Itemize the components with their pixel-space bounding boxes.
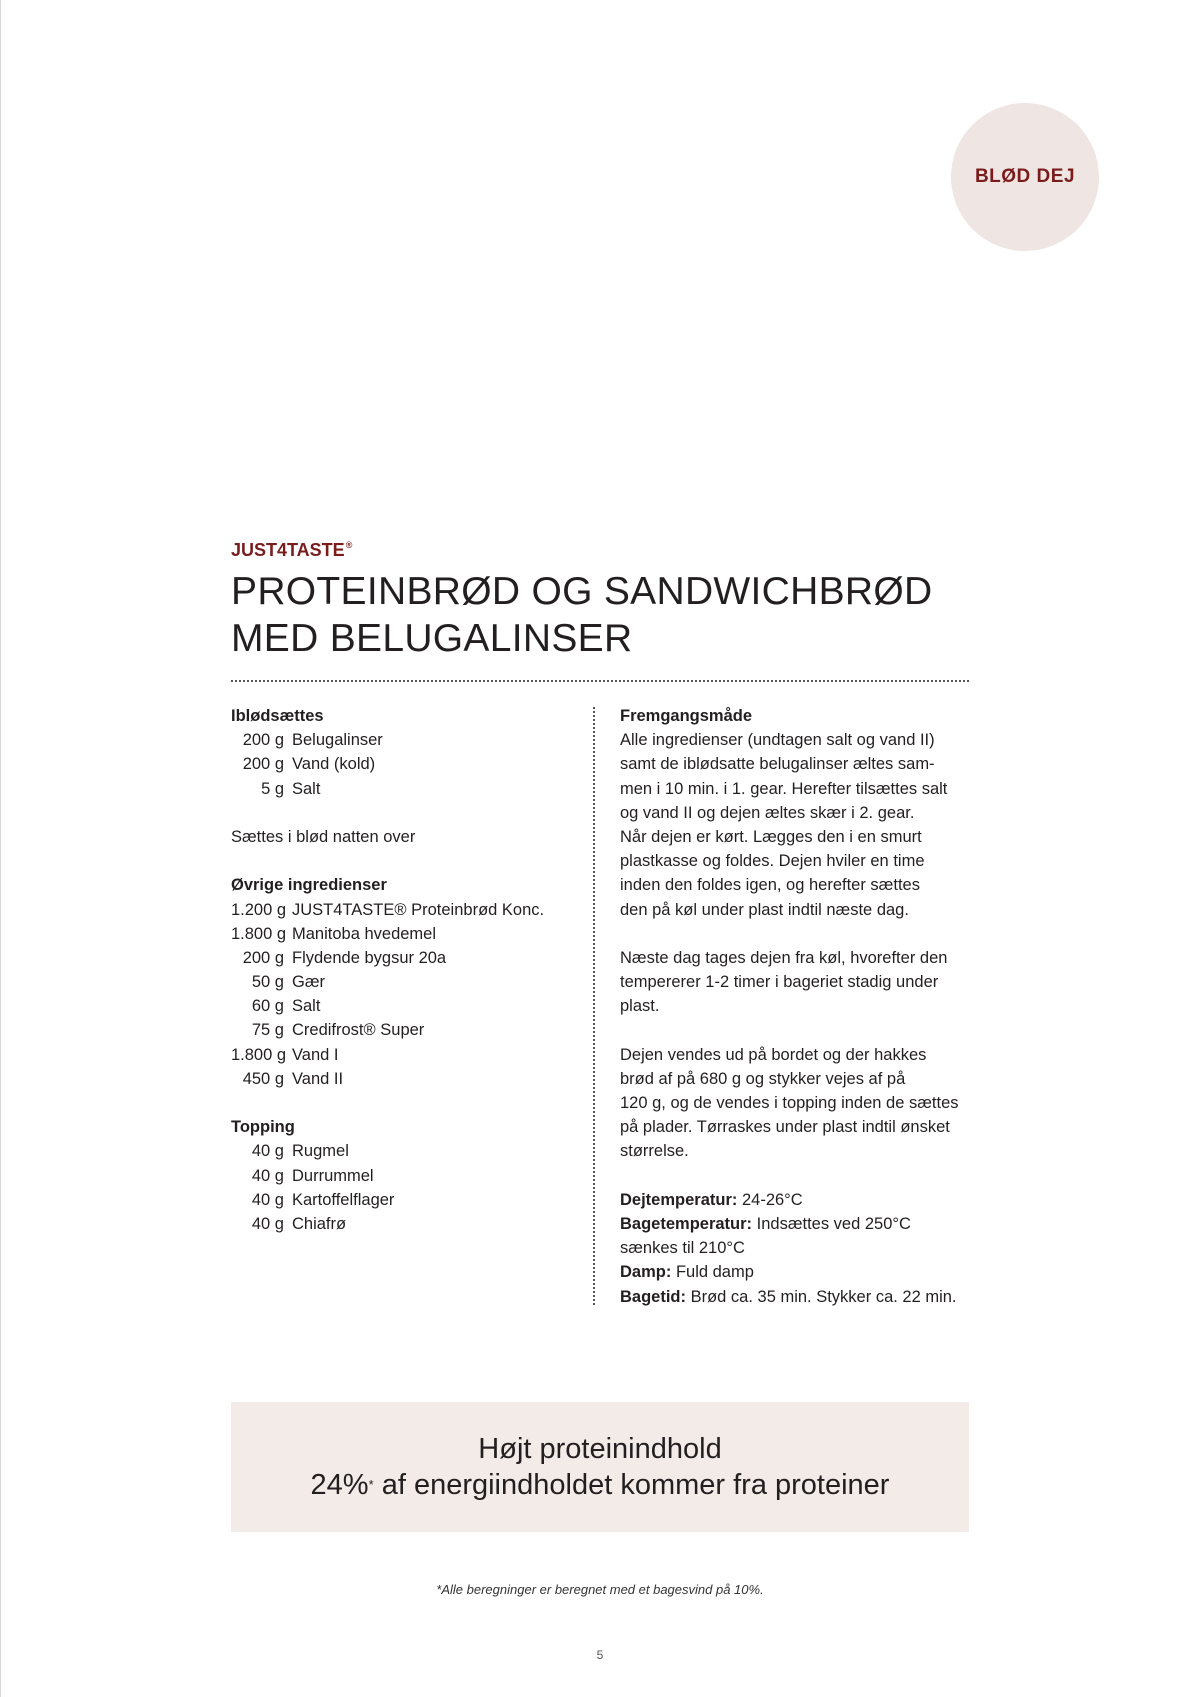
method-line: plast.: [620, 997, 660, 1016]
method-line: brød af på 680 g og stykker vejes af på: [620, 1069, 906, 1088]
ingredient-amount: 75 g: [251, 1021, 284, 1040]
ingredient-name: Kartoffelflager: [292, 1190, 395, 1209]
category-badge: [951, 103, 1099, 251]
ingredient-row: [231, 1212, 581, 1236]
method-line: den på køl under plast indtil næste dag.: [620, 900, 909, 919]
ingredient-row: [231, 1018, 581, 1042]
page-edge: [0, 0, 1, 1697]
method-heading: Fremgangsmåde: [620, 707, 753, 725]
ingredient-name: Vand II: [292, 1069, 344, 1088]
method-line: Når dejen er kørt. Lægges den i en smurt: [620, 827, 922, 846]
category-badge-label: BLØD DEJ: [974, 166, 1076, 187]
method-line: på plader. Tørraskes under plast indtil ønsket: [620, 1118, 950, 1137]
ingredient-amount: 200 g: [242, 731, 284, 750]
ingredient-name: Salt: [292, 779, 321, 798]
ingredient-name: Flydende bygsur 20a: [292, 948, 447, 967]
ingredient-amount: 200 g: [242, 755, 284, 774]
soak-heading: Iblødsættes: [231, 707, 324, 725]
method-column: [620, 704, 980, 1309]
ingredient-amount: 450 g: [242, 1069, 284, 1088]
footnote: *Alle beregninger er beregnet med et bagesvind på 10%.: [436, 1582, 764, 1597]
baking-temperature-continued: sænkes til 210°C: [620, 1239, 745, 1258]
ingredient-row: [231, 1067, 581, 1091]
ingredient-amount: 50 g: [251, 973, 284, 992]
ingredient-name: JUST4TASTE® Proteinbrød Konc.: [292, 900, 545, 919]
ingredient-row: [231, 946, 581, 970]
method-line: 120 g, og de vendes i topping inden de sættes: [620, 1094, 959, 1112]
ingredient-row: [231, 970, 581, 994]
other-ingredients-heading: Øvrige ingredienser: [231, 876, 387, 895]
method-line: men i 10 min. i 1. gear. Herefter tilsættes salt: [620, 779, 948, 798]
method-line: Dejen vendes ud på bordet og der hakkes: [620, 1045, 927, 1064]
ingredient-row: [231, 1043, 581, 1067]
steam: Damp: Fuld damp: [620, 1263, 754, 1282]
protein-highlight-box: [231, 1402, 969, 1532]
highlight-line-1: Højt proteinindhold: [478, 1433, 722, 1465]
ingredient-name: Salt: [292, 997, 321, 1016]
ingredient-name: Gær: [292, 973, 325, 992]
ingredient-row: [231, 752, 581, 776]
ingredient-name: Vand I: [292, 1045, 339, 1064]
ingredient-amount: 40 g: [251, 1214, 284, 1233]
ingredient-amount: 1.800 g: [231, 924, 287, 943]
ingredient-amount: 1.200 g: [231, 900, 287, 919]
ingredients-column: [231, 704, 581, 1236]
ingredient-amount: 40 g: [251, 1166, 284, 1185]
method-paragraph: [620, 1043, 980, 1164]
method-line: Næste dag tages dejen fra køl, hvorefter den: [620, 948, 948, 967]
dotted-divider-vertical: [593, 707, 595, 1305]
dough-temperature: Dejtemperatur: 24-26°C: [620, 1190, 803, 1209]
method-paragraph: [620, 728, 980, 922]
dotted-divider-horizontal: [231, 680, 969, 682]
recipe-title: [231, 568, 1031, 662]
method-line: Alle ingredienser (undtagen salt og vand II): [620, 731, 935, 750]
ingredient-row: [231, 1164, 581, 1188]
topping-heading: Topping: [231, 1118, 295, 1137]
ingredient-amount: 40 g: [251, 1190, 284, 1209]
method-line: inden den foldes igen, og herefter sættes: [620, 876, 920, 895]
ingredient-name: Rugmel: [292, 1142, 349, 1161]
page-number: 5: [596, 1648, 604, 1662]
ingredient-amount: 5 g: [261, 779, 284, 798]
ingredient-amount: 1.800 g: [231, 1045, 287, 1064]
brand-name: JUST4TASTE®: [231, 540, 353, 560]
ingredient-name: Chiafrø: [292, 1214, 347, 1233]
ingredient-amount: 40 g: [251, 1142, 284, 1161]
baking-time: Bagetid: Brød ca. 35 min. Stykker ca. 22 min.: [620, 1287, 957, 1306]
ingredient-row: [231, 1139, 581, 1163]
ingredient-amount: 200 g: [242, 948, 284, 967]
ingredient-amount: 60 g: [251, 997, 284, 1016]
ingredient-name: Manitoba hvedemel: [292, 924, 437, 943]
method-line: størrelse.: [620, 1142, 689, 1161]
method-paragraph: [620, 946, 980, 1019]
method-line: plastkasse og foldes. Dejen hviler en time: [620, 852, 925, 871]
method-line: samt de iblødsatte belugalinser æltes sam-: [620, 755, 935, 774]
soak-note: Sættes i blød natten over: [231, 827, 416, 846]
ingredient-row: [231, 728, 581, 752]
recipe-title-line-1: PROTEINBRØD OG SANDWICHBRØD: [231, 570, 933, 613]
ingredient-row: [231, 922, 581, 946]
ingredient-name: Vand (kold): [292, 755, 376, 774]
baking-temperature: Bagetemperatur: Indsættes ved 250°C: [620, 1214, 911, 1233]
ingredient-row: [231, 777, 581, 801]
ingredient-name: Belugalinser: [292, 731, 383, 750]
highlight-line-2: 24%* af energiindholdet kommer fra proteiner: [310, 1469, 890, 1501]
registered-mark: ®: [345, 540, 353, 550]
method-line: tempererer 1-2 timer i bageriet stadig under: [620, 973, 939, 992]
ingredient-name: Durrummel: [292, 1166, 374, 1185]
recipe-title-line-2: MED BELUGALINSER: [231, 617, 633, 660]
ingredient-row: [231, 898, 581, 922]
ingredient-name: Credifrost® Super: [292, 1021, 425, 1040]
ingredient-row: [231, 994, 581, 1018]
method-line: og vand II og dejen æltes skær i 2. gear.: [620, 803, 915, 822]
ingredient-row: [231, 1188, 581, 1212]
